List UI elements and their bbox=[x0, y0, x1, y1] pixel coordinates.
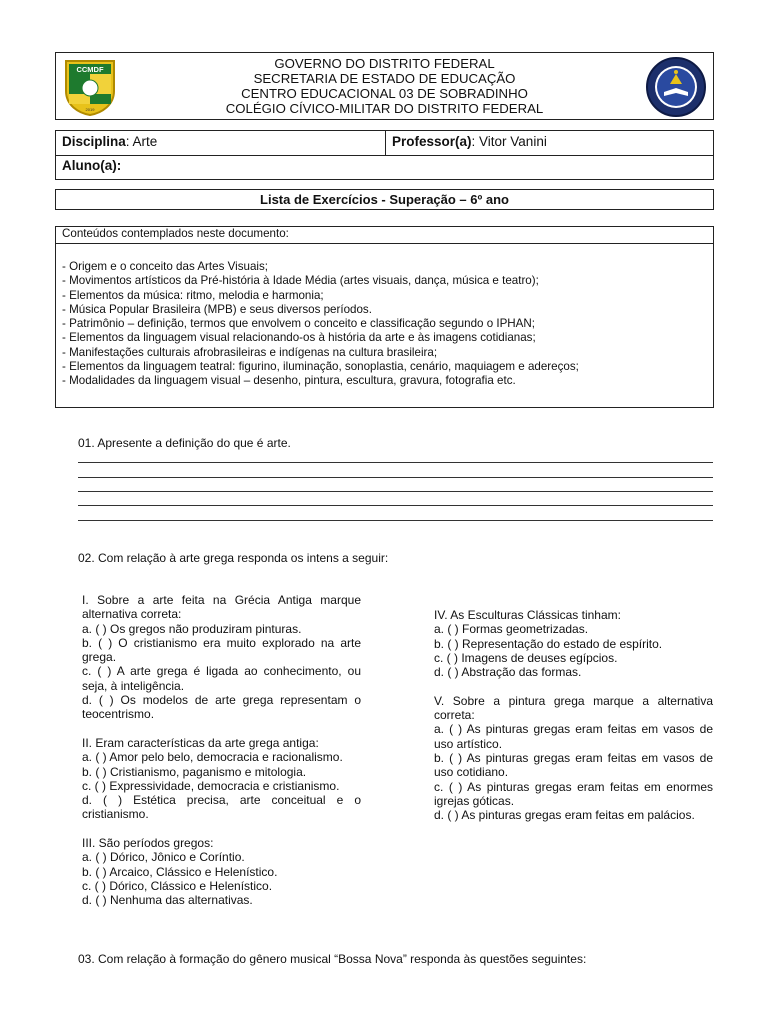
list-item: - Origem e o conceito das Artes Visuais; bbox=[62, 260, 268, 273]
civic-military-seal-logo bbox=[645, 56, 707, 118]
student-info-table bbox=[55, 130, 714, 180]
list-item: - Manifestações culturais afrobrasileiras e indígenas na cultura brasileira; bbox=[62, 345, 438, 359]
item-group-2 bbox=[82, 736, 361, 822]
item-group-3 bbox=[82, 836, 361, 907]
item-statement: II. Eram características da arte grega antiga: bbox=[82, 735, 319, 750]
option-b[interactable]: b. ( ) As pinturas gregas eram feitas em vasos de uso cotidiano. bbox=[434, 750, 713, 780]
item-statement: III. São períodos gregos: bbox=[82, 836, 214, 851]
question-1: 01. Apresente a definição do que é arte. bbox=[78, 436, 291, 450]
answer-line[interactable] bbox=[78, 520, 713, 521]
option-a[interactable]: a. ( ) Dórico, Jônico e Coríntio. bbox=[82, 850, 245, 865]
option-d[interactable]: d. ( ) As pinturas gregas eram feitas em palácios. bbox=[434, 808, 695, 823]
option-c[interactable]: c. ( ) As pinturas gregas eram feitas em enormes igrejas góticas. bbox=[434, 779, 713, 808]
option-d[interactable]: d. ( ) Os modelos de arte grega representam o teocentrismo. bbox=[82, 693, 361, 722]
item-statement: V. Sobre a pintura grega marque a alternativa correta: bbox=[434, 693, 713, 723]
teacher-cell bbox=[386, 131, 713, 155]
answer-line[interactable] bbox=[78, 491, 713, 492]
teacher-label: Professor(a) bbox=[392, 134, 472, 149]
option-a[interactable]: a. ( ) Os gregos não produziram pinturas. bbox=[82, 621, 302, 636]
option-c[interactable]: c. ( ) A arte grega é ligada ao conhecimento, ou seja, à inteligência. bbox=[82, 664, 361, 693]
discipline-label: Disciplina bbox=[62, 134, 126, 149]
list-item: - Movimentos artísticos da Pré-história à Idade Média (artes visuais, dança, música e teatro); bbox=[62, 274, 539, 288]
contents-heading: Conteúdos contemplados neste documento: bbox=[56, 227, 713, 244]
student-cell[interactable] bbox=[56, 155, 713, 179]
option-c[interactable]: c. ( ) Expressividade, democracia e cristianismo. bbox=[82, 778, 340, 793]
question-3: 03. Com relação à formação do gênero musical “Bossa Nova” responda às questões seguintes: bbox=[78, 952, 587, 966]
list-item: - Modalidades da linguagem visual – desenho, pintura, escultura, gravura, fotografia etc. bbox=[62, 374, 516, 388]
answer-line[interactable] bbox=[78, 477, 713, 478]
teacher-value: : Vitor Vanini bbox=[471, 134, 547, 149]
answer-line[interactable] bbox=[78, 505, 713, 506]
header-title-block bbox=[56, 56, 713, 116]
header-line-4: COLÉGIO CÍVICO-MILITAR DO DISTRITO FEDERAL bbox=[225, 101, 544, 116]
item-group-4 bbox=[434, 608, 713, 679]
svg-text:CCMDF: CCMDF bbox=[76, 65, 104, 74]
list-item: - Patrimônio – definição, termos que envolvem o conceito e classificação segundo o IPHAN; bbox=[62, 317, 536, 331]
answer-line[interactable] bbox=[78, 462, 713, 463]
list-item: - Música Popular Brasileira (MPB) e seus diversos períodos. bbox=[62, 302, 372, 316]
option-a[interactable]: a. ( ) As pinturas gregas eram feitas em vasos de uso artístico. bbox=[434, 722, 713, 751]
question-2-right-column bbox=[434, 608, 713, 837]
option-b[interactable]: b. ( ) Representação do estado de espírito. bbox=[434, 636, 663, 651]
option-b[interactable]: b. ( ) O cristianismo era muito explorado na arte grega. bbox=[82, 635, 361, 665]
header-line-2: SECRETARIA DE ESTADO DE EDUCAÇÃO bbox=[253, 71, 516, 86]
header-line-1: GOVERNO DO DISTRITO FEDERAL bbox=[274, 56, 495, 71]
list-item: - Elementos da linguagem teatral: figurino, iluminação, sonoplastia, cenário, maquiagem e adereços; bbox=[62, 360, 579, 374]
option-b[interactable]: b. ( ) Cristianismo, paganismo e mitologia. bbox=[82, 764, 307, 779]
contents-box bbox=[55, 226, 714, 408]
student-label: Aluno(a): bbox=[62, 158, 122, 173]
discipline-value: : Arte bbox=[125, 134, 158, 149]
option-d[interactable]: d. ( ) Abstração das formas. bbox=[434, 665, 582, 680]
item-statement: I. Sobre a arte feita na Grécia Antiga marque alternativa correta: bbox=[82, 593, 361, 622]
document-header bbox=[55, 52, 714, 120]
question-2: 02. Com relação à arte grega responda os intens a seguir: bbox=[78, 551, 389, 565]
option-d[interactable]: d. ( ) Nenhuma das alternativas. bbox=[82, 893, 253, 908]
header-line-3: CENTRO EDUCACIONAL 03 DE SOBRADINHO bbox=[241, 86, 528, 101]
option-c[interactable]: c. ( ) Imagens de deuses egípcios. bbox=[434, 650, 618, 665]
list-item: - Elementos da música: ritmo, melodia e harmonia; bbox=[62, 288, 324, 302]
discipline-cell bbox=[56, 131, 386, 155]
contents-list bbox=[62, 260, 579, 389]
list-item: - Elementos da linguagem visual relacionando-os à história da arte e às imagens cotidianas; bbox=[62, 331, 536, 345]
item-group-1 bbox=[82, 593, 361, 722]
option-c[interactable]: c. ( ) Dórico, Clássico e Helenístico. bbox=[82, 878, 273, 893]
option-a[interactable]: a. ( ) Formas geometrizadas. bbox=[434, 622, 589, 637]
option-b[interactable]: b. ( ) Arcaico, Clássico e Helenístico. bbox=[82, 864, 278, 879]
option-d[interactable]: d. ( ) Estética precisa, arte conceitual e o cristianismo. bbox=[82, 793, 361, 822]
item-statement: IV. As Esculturas Clássicas tinham: bbox=[434, 608, 621, 622]
svg-text:2019: 2019 bbox=[85, 107, 95, 112]
option-a[interactable]: a. ( ) Amor pelo belo, democracia e racionalismo. bbox=[82, 750, 343, 765]
info-row-1 bbox=[56, 131, 713, 156]
student-name-row[interactable] bbox=[56, 155, 713, 179]
exercise-list-title: Lista de Exercícios - Superação – 6º ano bbox=[55, 189, 714, 210]
item-group-5 bbox=[434, 694, 713, 823]
question-2-left-column bbox=[82, 593, 361, 922]
